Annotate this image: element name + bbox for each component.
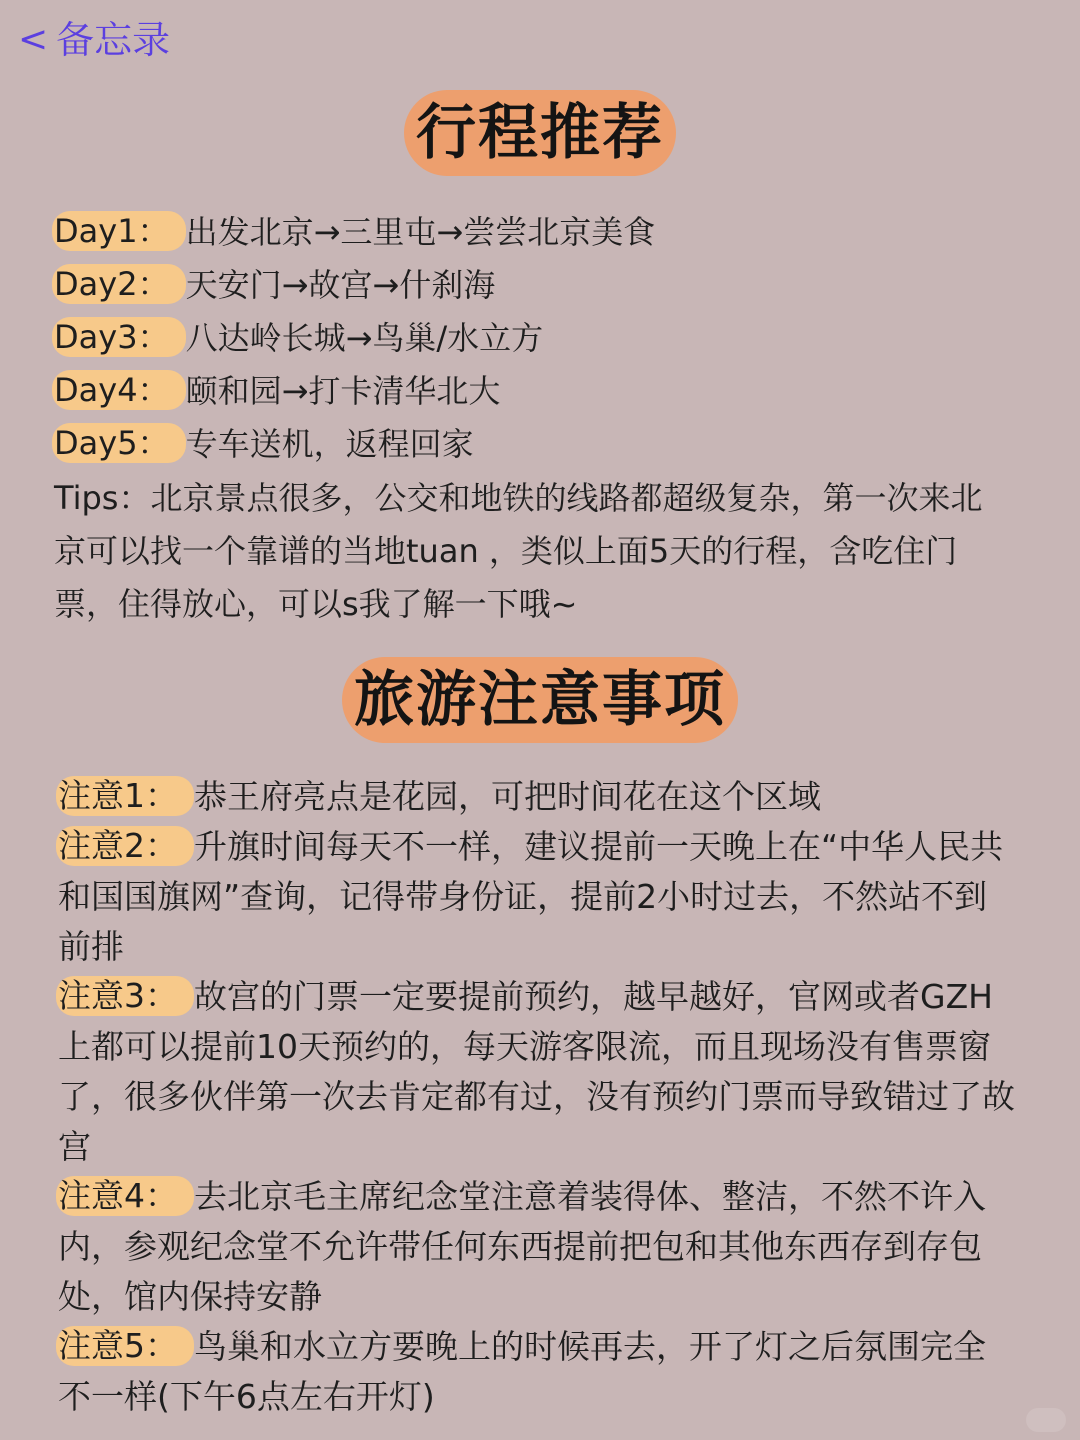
day-label: Day1： (52, 211, 186, 251)
back-button[interactable] (18, 14, 170, 66)
day-route: 天安门→故宫→什刹海 (185, 266, 496, 304)
watermark-badge (1026, 1408, 1066, 1432)
list-item (54, 206, 1034, 259)
list-item (54, 312, 1034, 365)
back-label: 备忘录 (56, 18, 171, 62)
list-item (58, 1172, 1018, 1322)
note-label: 注意4： (56, 1176, 194, 1216)
note-text: 去北京毛主席纪念堂注意着装得体、整洁，不然不许入内，参观纪念堂不允许带任何东西提前把包和其他东西存到存包处，馆内保持安静 (58, 1177, 986, 1316)
list-item (54, 365, 1034, 418)
note-text: 恭王府亮点是花园，可把时间花在这个区域 (194, 777, 821, 816)
itinerary-list (54, 206, 1034, 471)
list-item (58, 972, 1018, 1172)
note-text: 鸟巢和水立方要晚上的时候再去，开了灯之后氛围完全不一样(下午6点左右开灯) (58, 1327, 986, 1416)
day-label: Day4： (52, 370, 186, 410)
itinerary-title: 行程推荐 (404, 90, 676, 176)
day-label: Day5： (52, 423, 186, 463)
notes-section (0, 657, 1080, 743)
note-label: 注意3： (56, 976, 194, 1016)
note-label: 注意5： (56, 1326, 194, 1366)
day-route: 八达岭长城→鸟巢/水立方 (185, 319, 544, 357)
list-item (58, 822, 1018, 972)
day-label: Day3： (52, 317, 186, 357)
tips-paragraph: Tips：北京景点很多，公交和地铁的线路都超级复杂，第一次来北京可以找一个靠谱的当地tuan ，类似上面5天的行程，含吃住门票，住得放心，可以s我了解一下哦~ (54, 479, 983, 623)
note-label: 注意2： (56, 826, 194, 866)
list-item (54, 418, 1034, 471)
day-route: 专车送机，返程回家 (185, 425, 474, 463)
notes-title: 旅游注意事项 (342, 657, 738, 743)
note-text: 升旗时间每天不一样，建议提前一天晚上在“中华人民共和国国旗网”查询，记得带身份证，提前2小时过去，不然站不到前排 (58, 827, 1004, 966)
day-label: Day2： (52, 264, 186, 304)
itinerary-section (0, 90, 1080, 176)
list-item (58, 1322, 1018, 1422)
list-item (58, 772, 1018, 822)
chevron-left-icon: < (18, 19, 49, 60)
note-text: 故宫的门票一定要提前预约，越早越好，官网或者GZH上都可以提前10天预约的，每天游客限流，而且现场没有售票窗了，很多伙伴第一次去肯定都有过，没有预约门票而导致错过了故宫 (58, 977, 1015, 1166)
notes-list (58, 772, 1018, 1422)
note-label: 注意1： (56, 776, 194, 816)
day-route: 颐和园→打卡清华北大 (185, 372, 501, 410)
list-item (54, 259, 1034, 312)
day-route: 出发北京→三里屯→尝尝北京美食 (185, 213, 656, 251)
